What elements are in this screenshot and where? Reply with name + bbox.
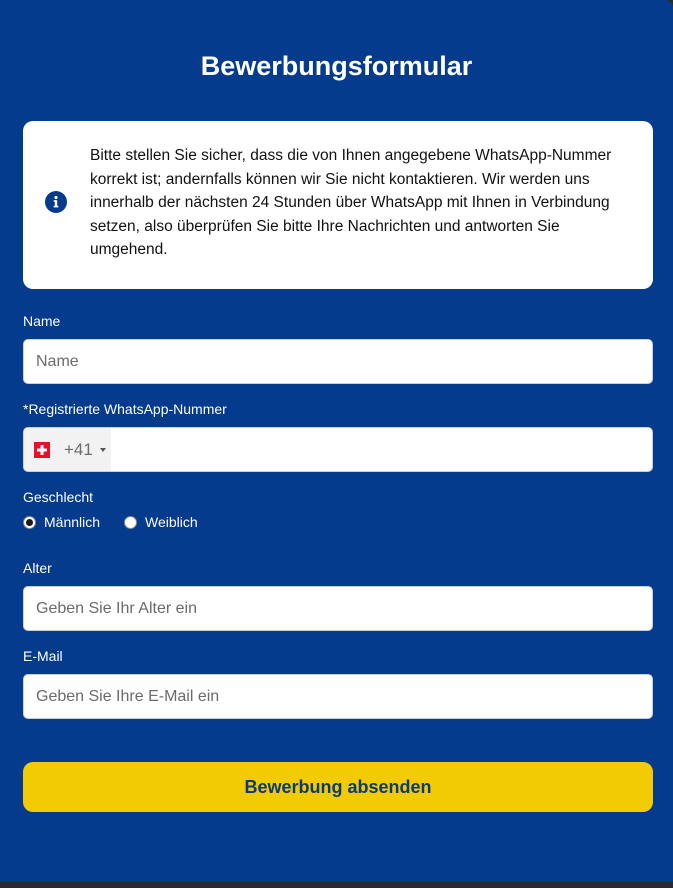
name-label: Name — [23, 313, 61, 329]
info-notice-text: Bitte stellen Sie sicher, dass die von Ihnen angegebene WhatsApp-Nummer korrekt ist; andernfalls können wir Sie nicht kontaktieren. Wir werden uns innerhalb der nächsten 24 Stunden über WhatsApp mit Ihnen in Verbindung setzen, also überprüfen Sie bitte Ihre Nachrichten und antworten Sie umgehend. — [90, 147, 612, 258]
caret-down-icon — [100, 448, 106, 452]
info-notice — [23, 121, 653, 289]
age-label: Alter — [23, 560, 52, 576]
gender-label: Geschlecht — [23, 489, 94, 505]
window-bottom-edge — [0, 882, 673, 888]
phone-field — [23, 427, 653, 472]
email-input[interactable] — [23, 674, 653, 719]
submit-application-button[interactable]: Bewerbung absenden — [23, 762, 653, 812]
form-title: Bewerbungsformular — [200, 51, 473, 81]
phone-label: *Registrierte WhatsApp-Nummer — [23, 401, 227, 417]
gender-option-male[interactable] — [23, 513, 100, 531]
age-input[interactable] — [23, 586, 653, 631]
dial-code: +41 — [64, 440, 93, 459]
radio-female[interactable] — [124, 516, 137, 529]
gender-option-male-label: Männlich — [44, 514, 101, 530]
swiss-flag-icon — [34, 442, 50, 458]
email-label: E-Mail — [23, 648, 63, 664]
gender-option-female-label: Weiblich — [145, 514, 198, 530]
gender-option-female[interactable] — [124, 513, 198, 531]
name-input[interactable] — [23, 339, 653, 384]
country-code-selector[interactable] — [24, 428, 111, 471]
info-circle-icon — [45, 191, 67, 213]
phone-input[interactable] — [112, 428, 652, 471]
radio-male[interactable] — [23, 516, 36, 529]
